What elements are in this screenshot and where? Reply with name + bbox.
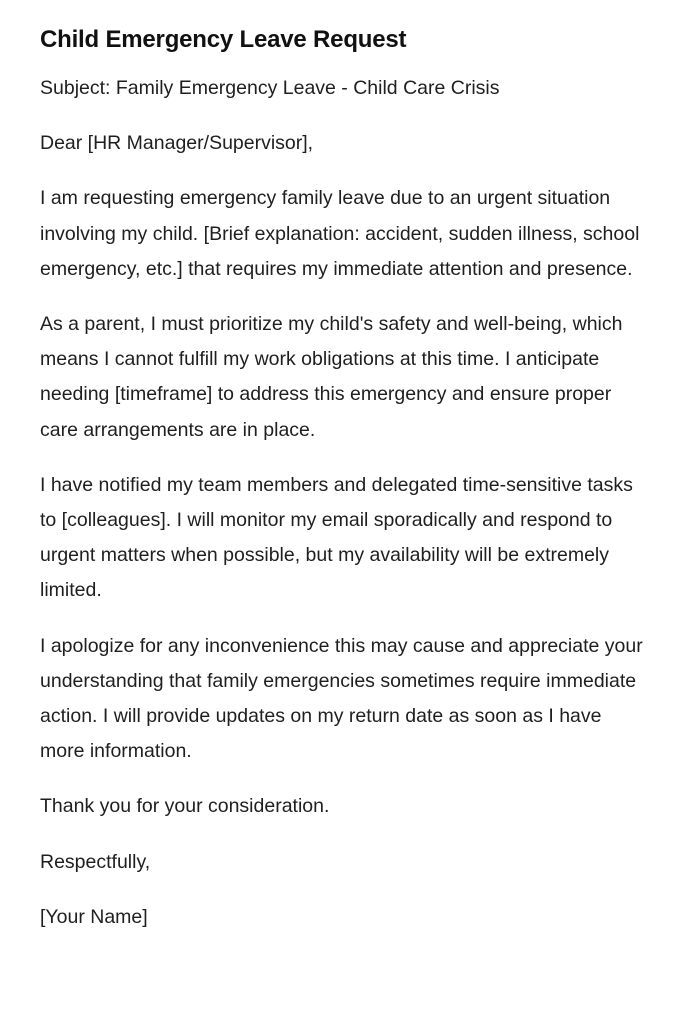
body-paragraph-2: As a parent, I must prioritize my child's safety and well-being, which means I cannot fulfill my work obligations at this time. I anticipate needing [timeframe] to address this emergency and ensure proper care arrangements are in place. xyxy=(40,313,623,441)
thank-you-line: Thank you for your consideration. xyxy=(40,795,330,818)
body-paragraph-1: I am requesting emergency family leave due to an urgent situation involving my child. [Brief explanation: accident, sudden illness, school emergency, etc.] that requires my immediate attention and presence. xyxy=(40,187,640,280)
document-title: Child Emergency Leave Request xyxy=(40,26,407,53)
signature-placeholder: [Your Name] xyxy=(40,905,148,928)
closing-line: Respectfully, xyxy=(40,850,151,873)
letter-page xyxy=(40,24,650,955)
subject-line: Subject: Family Emergency Leave - Child Care Crisis xyxy=(40,77,500,99)
body-paragraph-3: I have notified my team members and delegated time-sensitive tasks to [colleagues]. I will monitor my email sporadically and respond to urgent matters when possible, but my availability will be extremely limited. xyxy=(40,473,633,602)
body-paragraph-4: I apologize for any inconvenience this may cause and appreciate your understanding that family emergencies sometimes require immediate action. I will provide updates on my return date as soon as I have more information. xyxy=(40,634,643,763)
salutation: Dear [HR Manager/Supervisor], xyxy=(40,132,314,155)
